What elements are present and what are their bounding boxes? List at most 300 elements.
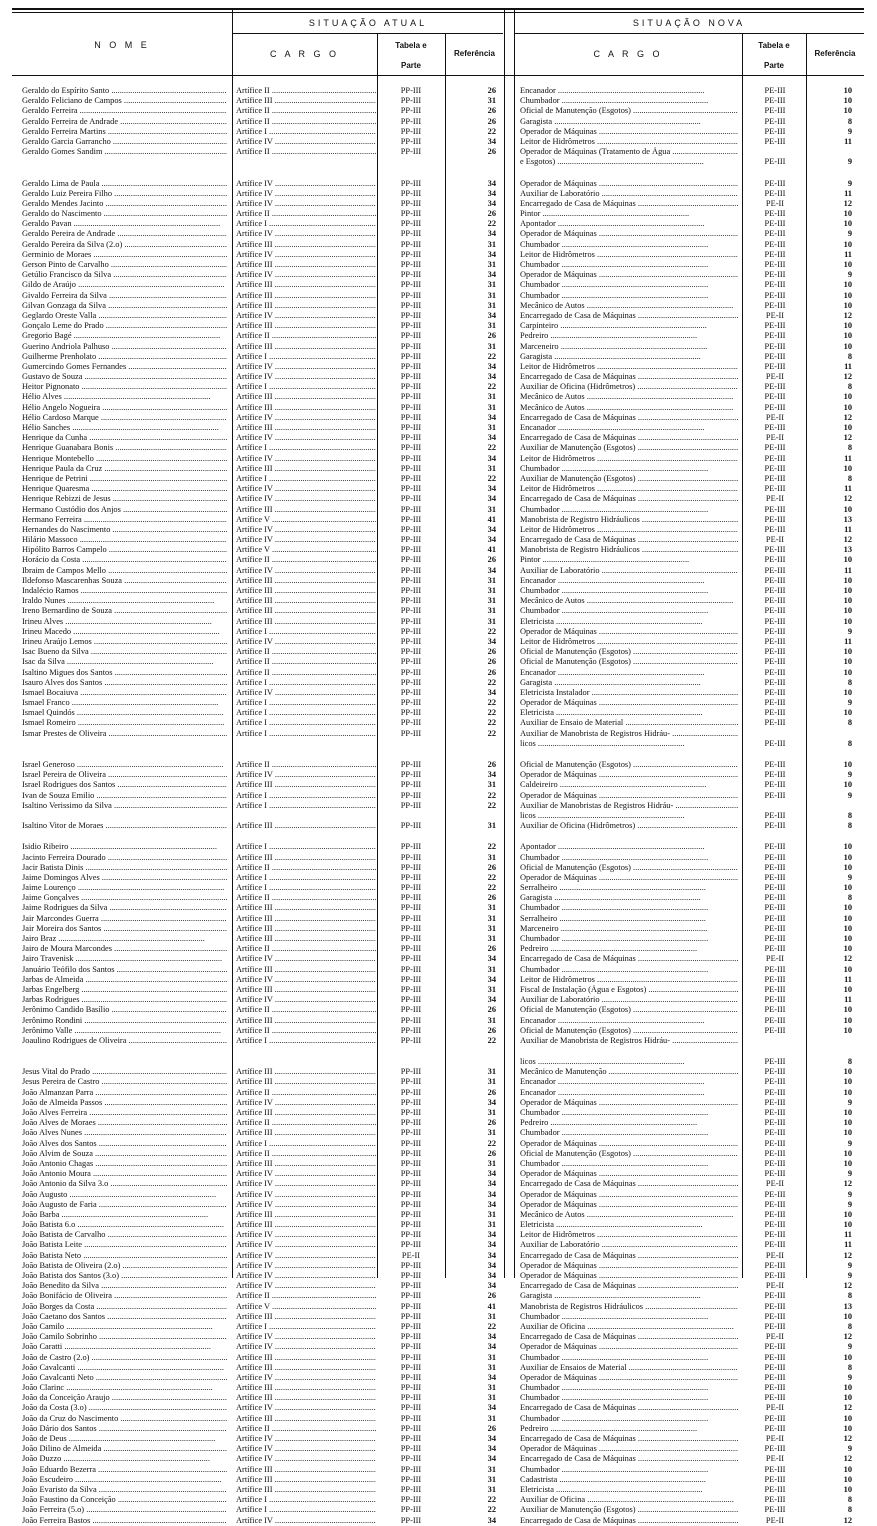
cell-cargo-atual: Artífice IV ..... bbox=[236, 637, 376, 647]
cell-cargo-nova: Encarregado de Casa de Máquinas ..... bbox=[520, 1516, 738, 1526]
cell-referencia-nova: 10 bbox=[843, 1077, 852, 1087]
cell-cargo-atual: Artífice IV ..... bbox=[236, 1251, 376, 1261]
cell-tabela-nova: PE-II bbox=[765, 1250, 785, 1260]
cell-referencia-nova: 10 bbox=[843, 913, 852, 923]
table-row bbox=[0, 106, 877, 116]
cell-referencia-nova: 10 bbox=[843, 780, 852, 790]
cell-cargo-nova: Chumbador ..... bbox=[520, 1353, 738, 1363]
table-row bbox=[0, 1434, 877, 1444]
cell-tabela-atual: PP-III bbox=[400, 321, 422, 331]
cell-referencia-atual: 26 bbox=[487, 1118, 496, 1128]
cell-referencia-atual: 34 bbox=[487, 270, 496, 280]
cell-referencia-nova: 10 bbox=[843, 1464, 852, 1474]
cell-tabela-atual: PP-III bbox=[400, 1179, 422, 1189]
cell-nome: Hélio Angelo Nogueira ..... bbox=[22, 403, 227, 413]
cell-cargo-atual: Artífice IV ..... bbox=[236, 199, 376, 209]
cell-cargo-atual: Artífice III ..... bbox=[236, 321, 376, 331]
cell-cargo-nova: Encarregado de Casa de Máquinas ..... bbox=[520, 1403, 738, 1413]
cell-referencia-nova: 10 bbox=[843, 1220, 852, 1230]
cell-referencia-nova: 11 bbox=[844, 524, 852, 534]
cell-tabela-atual: PP-III bbox=[400, 484, 422, 494]
cell-referencia-atual: 22 bbox=[487, 1035, 496, 1045]
cell-cargo-nova: Garagista ..... bbox=[520, 893, 738, 903]
cell-cargo-nova: Eletricista ..... bbox=[520, 617, 738, 627]
cell-nome: Jairo de Moura Marcondes ..... bbox=[22, 944, 227, 954]
cell-referencia-nova: 8 bbox=[847, 1505, 852, 1515]
cell-nome: Geraldo Lima de Paula ..... bbox=[22, 179, 227, 189]
cell-referencia-nova: 9 bbox=[847, 126, 852, 136]
cell-cargo-nova: Auxiliar de Ensaio de Material ..... bbox=[520, 718, 738, 728]
cell-nome: Gonçalo Leme do Prado ..... bbox=[22, 321, 227, 331]
cell-referencia-atual: 34 bbox=[487, 524, 496, 534]
cell-cargo-atual: Artífice III ..... bbox=[236, 1414, 376, 1424]
cell-referencia-atual: 34 bbox=[487, 361, 496, 371]
header-tabela-nova-line1: Tabela e bbox=[758, 41, 790, 50]
cell-referencia-nova: 10 bbox=[843, 86, 852, 95]
cell-cargo-atual: Artífice III ..... bbox=[236, 301, 376, 311]
table-row bbox=[0, 903, 877, 913]
cell-cargo-atual: Artífice IV ..... bbox=[236, 1281, 376, 1291]
cell-tabela-atual: PP-III bbox=[400, 923, 422, 933]
cell-cargo-nova: Leitor de Hidrômetros ..... bbox=[520, 137, 738, 147]
cell-tabela-atual: PP-III bbox=[400, 535, 422, 545]
cell-tabela-atual: PP-III bbox=[400, 1240, 422, 1250]
table-row bbox=[0, 944, 877, 954]
cell-cargo-atual: Artífice IV ..... bbox=[236, 362, 376, 372]
cell-nome: Israel Rodrigues dos Santos ..... bbox=[22, 780, 227, 790]
cell-nome: João Benedito da Silva ..... bbox=[22, 1281, 227, 1291]
table-row bbox=[0, 954, 877, 964]
cell-referencia-nova: 10 bbox=[843, 1005, 852, 1015]
cell-tabela-nova: PE-III bbox=[764, 524, 786, 534]
cell-tabela-atual: PP-III bbox=[400, 687, 422, 697]
cell-referencia-atual: 31 bbox=[487, 1128, 496, 1138]
cell-tabela-atual: PP-III bbox=[400, 86, 422, 95]
table-row bbox=[0, 311, 877, 321]
cell-referencia-nova: 10 bbox=[843, 1352, 852, 1362]
cell-tabela-atual: PP-III bbox=[400, 770, 422, 780]
cell-tabela-nova: PE-III bbox=[764, 1505, 786, 1515]
cell-cargo-atual: Artífice II ..... bbox=[236, 1118, 376, 1128]
table-row bbox=[0, 1159, 877, 1169]
cell-tabela-nova: PE-III bbox=[764, 1342, 786, 1352]
cell-cargo-atual: Artífice III ..... bbox=[236, 853, 376, 863]
cell-cargo-nova: Oficial de Manutenção (Esgotos) ..... bbox=[520, 1149, 738, 1159]
cell-nome: João Batista Leite ..... bbox=[22, 1240, 227, 1250]
cell-referencia-nova: 10 bbox=[843, 984, 852, 994]
cell-cargo-atual: Artífice IV ..... bbox=[236, 1230, 376, 1240]
cell-nome: Indalécio Ramos ..... bbox=[22, 586, 227, 596]
cell-tabela-atual: PP-III bbox=[400, 1434, 422, 1443]
cell-cargo-atual: Artífice IV ..... bbox=[236, 311, 376, 321]
cell-tabela-nova: PE-III bbox=[764, 1220, 786, 1230]
cell-referencia-nova: 10 bbox=[843, 1108, 852, 1117]
cell-cargo-atual: Artífice IV ..... bbox=[236, 975, 376, 985]
cell-tabela-nova: PE-II bbox=[765, 1403, 785, 1413]
cell-tabela-nova: PE-II bbox=[765, 1434, 785, 1443]
cell-tabela-nova: PE-II bbox=[765, 372, 785, 382]
cell-nome: Henrique Quaresma ..... bbox=[22, 484, 227, 494]
cell-cargo-nova: Encanador ..... bbox=[520, 423, 738, 433]
cell-tabela-atual: PP-III bbox=[400, 392, 422, 402]
cell-cargo-nova: Encarregado de Casa de Máquinas ..... bbox=[520, 433, 738, 443]
cell-referencia-nova: 12 bbox=[843, 954, 852, 964]
cell-cargo-nova: Garagista ..... bbox=[520, 1291, 738, 1301]
cell-cargo-atual: Artífice III ..... bbox=[236, 596, 376, 606]
cell-cargo-nova: Encarregado de Casa de Máquinas ..... bbox=[520, 494, 738, 504]
cell-tabela-atual: PP-III bbox=[400, 596, 422, 606]
cell-cargo-nova: Manobrista de Registro Hidráulicos ..... bbox=[520, 515, 738, 525]
table-row bbox=[0, 505, 877, 515]
cell-referencia-nova: 11 bbox=[844, 995, 852, 1005]
cell-tabela-atual: PP-III bbox=[400, 555, 422, 565]
cell-tabela-atual: PP-III bbox=[400, 1108, 422, 1117]
cell-cargo-atual: Artífice III ..... bbox=[236, 924, 376, 934]
table-row bbox=[0, 199, 877, 209]
table-row bbox=[0, 555, 877, 565]
cell-tabela-nova: PE-III bbox=[764, 708, 786, 718]
cell-referencia-nova: 10 bbox=[843, 862, 852, 872]
cell-referencia-nova: 10 bbox=[843, 402, 852, 412]
cell-referencia-atual: 41 bbox=[487, 514, 496, 524]
cell-cargo-atual: Artífice IV ..... bbox=[236, 1434, 376, 1444]
cell-referencia-nova: 11 bbox=[844, 636, 852, 646]
table-row bbox=[0, 1190, 877, 1200]
cell-cargo-nova: Operador de Máquinas ..... bbox=[520, 1342, 738, 1352]
cell-referencia-nova: 9 bbox=[847, 872, 852, 882]
cell-nome: Ivan de Souza Emilio ..... bbox=[22, 791, 227, 801]
cell-tabela-nova: PE-III bbox=[764, 1158, 786, 1168]
cell-referencia-atual: 34 bbox=[487, 1434, 496, 1443]
cell-tabela-atual: PP-III bbox=[400, 1454, 422, 1464]
cell-tabela-atual: PP-III bbox=[400, 178, 422, 188]
cell-cargo-nova: Operador de Máquinas ..... bbox=[520, 1139, 738, 1149]
cell-cargo-nova: Fiscal de Instalação (Água e Esgotos) ..... bbox=[520, 985, 738, 995]
cell-cargo-nova: Operador de Máquinas ..... bbox=[520, 1190, 738, 1200]
table-row bbox=[0, 873, 877, 883]
cell-referencia-atual: 31 bbox=[487, 1067, 496, 1077]
cell-cargo-nova: Encanador ..... bbox=[520, 1016, 738, 1026]
cell-referencia-nova: 9 bbox=[847, 1372, 852, 1382]
cell-tabela-atual: PP-III bbox=[400, 1321, 422, 1331]
subheader-rule-left bbox=[232, 33, 503, 34]
cell-referencia-atual: 34 bbox=[487, 1199, 496, 1209]
cell-cargo-nova: Oficial de Manutenção (Esgotos) ..... bbox=[520, 863, 738, 873]
cell-tabela-nova: PE-III bbox=[764, 760, 786, 769]
cell-tabela-atual: PE-II bbox=[401, 1250, 421, 1260]
cell-tabela-atual: PP-III bbox=[400, 698, 422, 708]
table-row bbox=[0, 1200, 877, 1210]
cell-tabela-atual: PP-III bbox=[400, 1067, 422, 1077]
cell-cargo-atual: Artífice IV ..... bbox=[236, 1454, 376, 1464]
cell-tabela-atual: PP-III bbox=[400, 96, 422, 106]
cell-referencia-nova: 13 bbox=[843, 1301, 852, 1311]
cell-tabela-atual: PP-III bbox=[400, 126, 422, 136]
cell-cargo-atual: Artífice I ..... bbox=[236, 708, 376, 718]
cell-nome: João Bonifácio de Oliveira ..... bbox=[22, 1291, 227, 1301]
cell-referencia-nova: 11 bbox=[844, 249, 852, 259]
cell-referencia-atual: 34 bbox=[487, 1169, 496, 1179]
cell-tabela-atual: PP-III bbox=[400, 1035, 422, 1045]
table-row bbox=[0, 566, 877, 576]
cell-nome: Jaime Domingos Alves ..... bbox=[22, 873, 227, 883]
cell-referencia-atual: 22 bbox=[487, 842, 496, 852]
cell-referencia-nova: 13 bbox=[843, 514, 852, 524]
cell-nome: João Caratti ..... bbox=[22, 1342, 227, 1352]
cell-referencia-nova: 8 bbox=[847, 677, 852, 687]
cell-cargo-nova: Auxiliar de Manutenção (Esgotos) ..... bbox=[520, 474, 738, 484]
cell-referencia-atual: 31 bbox=[487, 504, 496, 514]
cell-tabela-atual: PP-III bbox=[400, 760, 422, 769]
cell-cargo-nova: Chumbador ..... bbox=[520, 1128, 738, 1138]
cell-referencia-nova: 12 bbox=[843, 433, 852, 443]
cell-tabela-nova: PE-III bbox=[764, 1444, 786, 1454]
cell-referencia-atual: 34 bbox=[487, 198, 496, 208]
cell-tabela-nova: PE-III bbox=[764, 361, 786, 371]
cell-referencia-nova: 10 bbox=[843, 708, 852, 718]
cell-cargo-atual: Artífice II ..... bbox=[236, 1005, 376, 1015]
cell-cargo-nova: Marceneiro ..... bbox=[520, 342, 738, 352]
cell-referencia-nova: 12 bbox=[843, 1515, 852, 1525]
cell-referencia-atual: 31 bbox=[487, 392, 496, 402]
cell-nome: Isaltino Verissimo da Silva ..... bbox=[22, 801, 227, 811]
cell-referencia-nova: 10 bbox=[843, 463, 852, 473]
cell-tabela-atual: PP-III bbox=[400, 300, 422, 310]
table-row bbox=[0, 1169, 877, 1179]
table-row bbox=[0, 1005, 877, 1015]
table-row bbox=[0, 280, 877, 290]
cell-tabela-atual: PP-III bbox=[400, 780, 422, 790]
cell-nome: Heitor Pignonato ..... bbox=[22, 382, 227, 392]
cell-referencia-nova: 10 bbox=[843, 280, 852, 290]
cell-referencia-atual: 34 bbox=[487, 565, 496, 575]
cell-cargo-nova: Encarregado de Casa de Máquinas ..... bbox=[520, 413, 738, 423]
cell-referencia-nova: 8 bbox=[847, 821, 852, 831]
cell-tabela-nova: PE-II bbox=[765, 1454, 785, 1464]
cell-referencia-nova: 10 bbox=[843, 934, 852, 943]
cell-nome: Henrique Rebizzi de Jesus ..... bbox=[22, 494, 227, 504]
cell-referencia-nova: 11 bbox=[844, 974, 852, 984]
cell-referencia-atual: 34 bbox=[487, 1444, 496, 1454]
cell-referencia-nova: 10 bbox=[843, 239, 852, 249]
cell-tabela-atual: PP-III bbox=[400, 790, 422, 800]
cell-cargo-nova: Auxiliar de Laboratório ..... bbox=[520, 995, 738, 1005]
cell-cargo-atual: Artífice II ..... bbox=[236, 657, 376, 667]
cell-tabela-atual: PP-III bbox=[400, 1138, 422, 1148]
table-row bbox=[0, 1485, 877, 1495]
cell-cargo-atual: Artífice III ..... bbox=[236, 1128, 376, 1138]
cell-cargo-nova: Oficial de Manutenção (Esgotos) ..... bbox=[520, 1026, 738, 1036]
table-row bbox=[0, 219, 877, 229]
cell-referencia-atual: 31 bbox=[487, 575, 496, 585]
cell-nome: Hélio Cardoso Marque ..... bbox=[22, 413, 227, 423]
cell-tabela-nova: PE-III bbox=[764, 1240, 786, 1250]
cell-tabela-nova: PE-III bbox=[764, 514, 786, 524]
cell-cargo-atual: Artífice V ..... bbox=[236, 515, 376, 525]
table-row bbox=[0, 1302, 877, 1312]
cell-tabela-atual: PP-III bbox=[400, 382, 422, 392]
cell-tabela-nova: PE-III bbox=[764, 1311, 786, 1321]
cell-cargo-nova: Chumbador ..... bbox=[520, 1312, 738, 1322]
cell-cargo-nova: Chumbador ..... bbox=[520, 903, 738, 913]
cell-referencia-atual: 31 bbox=[487, 780, 496, 790]
cell-nome: João da Conceição Araujo ..... bbox=[22, 1393, 227, 1403]
cell-referencia-atual: 31 bbox=[487, 984, 496, 994]
cell-tabela-atual: PP-III bbox=[400, 954, 422, 964]
cell-tabela-atual: PP-III bbox=[400, 1271, 422, 1280]
cell-cargo-atual: Artífice II ..... bbox=[236, 944, 376, 954]
cell-nome: João Duzzo ..... bbox=[22, 1454, 227, 1464]
cell-tabela-nova: PE-II bbox=[765, 412, 785, 422]
cell-nome: Geraldo Feliciano de Campos ..... bbox=[22, 96, 227, 106]
table-row bbox=[0, 1179, 877, 1189]
top-double-rule bbox=[12, 8, 864, 10]
cell-tabela-nova: PE-III bbox=[764, 606, 786, 616]
cell-nome: Jesus Pereira de Castro ..... bbox=[22, 1077, 227, 1087]
cell-nome: João Augusto ..... bbox=[22, 1190, 227, 1200]
cell-referencia-atual: 22 bbox=[487, 883, 496, 893]
cell-tabela-atual: PP-III bbox=[400, 453, 422, 463]
cell-referencia-atual: 31 bbox=[487, 300, 496, 310]
cell-tabela-atual: PP-III bbox=[400, 351, 422, 361]
cell-referencia-nova: 12 bbox=[843, 1179, 852, 1189]
cell-tabela-nova: PE-III bbox=[764, 219, 786, 229]
cell-tabela-atual: PP-III bbox=[400, 1495, 422, 1505]
cell-cargo-nova: Leitor de Hidrômetros ..... bbox=[520, 362, 738, 372]
cell-cargo-nova: Operador de Máquinas ..... bbox=[520, 1200, 738, 1210]
cell-cargo-nova: Operador de Máquinas ..... bbox=[520, 770, 738, 780]
cell-referencia-atual: 34 bbox=[487, 1189, 496, 1199]
table-row bbox=[0, 535, 877, 545]
table-row bbox=[0, 1393, 877, 1403]
cell-tabela-atual: PP-III bbox=[400, 1097, 422, 1107]
cell-tabela-atual: PP-III bbox=[400, 984, 422, 994]
cell-cargo-atual: Artífice II ..... bbox=[236, 555, 376, 565]
cell-referencia-atual: 26 bbox=[487, 657, 496, 667]
cell-referencia-atual: 31 bbox=[487, 1311, 496, 1321]
cell-tabela-nova: PE-III bbox=[764, 443, 786, 453]
cell-nome: Ireno Bernardino de Souza ..... bbox=[22, 606, 227, 616]
table-row bbox=[0, 413, 877, 423]
cell-cargo-atual: Artífice I ..... bbox=[236, 1036, 376, 1046]
cell-referencia-nova: 9 bbox=[847, 229, 852, 239]
cell-nome: João Alves Ferreira ..... bbox=[22, 1108, 227, 1118]
cell-tabela-atual: PP-III bbox=[400, 1118, 422, 1128]
subheader-rule-right bbox=[514, 33, 864, 34]
cell-tabela-nova: PE-III bbox=[764, 106, 786, 116]
cell-tabela-atual: PP-III bbox=[400, 1311, 422, 1321]
cell-nome: Hermano Custódio dos Anjos ..... bbox=[22, 505, 227, 515]
header-referencia-atual: Referência bbox=[454, 49, 495, 58]
cell-cargo-atual: Artífice IV ..... bbox=[236, 1332, 376, 1342]
cell-tabela-atual: PP-III bbox=[400, 463, 422, 473]
cell-referencia-nova: 9 bbox=[847, 626, 852, 636]
cell-tabela-nova: PE-III bbox=[764, 913, 786, 923]
header-situacao-nova: SITUAÇÃO NOVA bbox=[632, 18, 746, 28]
cell-tabela-nova: PE-II bbox=[765, 1332, 785, 1342]
cell-tabela-nova: PE-III bbox=[764, 555, 786, 565]
cell-nome: Geraldo do Espírito Santo ..... bbox=[22, 86, 227, 96]
cell-tabela-atual: PP-III bbox=[400, 1515, 422, 1525]
cell-referencia-nova: 10 bbox=[843, 586, 852, 595]
cell-referencia-nova: 10 bbox=[843, 1393, 852, 1403]
header-cargo-nova: C A R G O bbox=[593, 49, 663, 59]
cell-cargo-atual: Artífice IV ..... bbox=[236, 688, 376, 698]
cell-tabela-nova: PE-III bbox=[764, 657, 786, 667]
cell-tabela-nova: PE-III bbox=[764, 1118, 786, 1128]
cell-tabela-nova: PE-III bbox=[764, 1352, 786, 1362]
cell-cargo-atual: Artífice I ..... bbox=[236, 1495, 376, 1505]
cell-cargo-atual: Artífice IV ..... bbox=[236, 484, 376, 494]
table-row bbox=[0, 1342, 877, 1352]
cell-tabela-nova: PE-III bbox=[764, 1169, 786, 1179]
cell-referencia-nova: 10 bbox=[843, 1413, 852, 1423]
table-row bbox=[0, 260, 877, 270]
cell-tabela-atual: PP-III bbox=[400, 903, 422, 913]
cell-cargo-atual: Artífice IV ..... bbox=[236, 1516, 376, 1526]
cell-cargo-atual: Artífice II ..... bbox=[236, 1026, 376, 1036]
cell-cargo-nova: Mecânico de Autos ..... bbox=[520, 596, 738, 606]
cell-cargo-atual: Artífice III ..... bbox=[236, 403, 376, 413]
cell-tabela-nova: PE-III bbox=[764, 402, 786, 412]
cell-referencia-nova: 10 bbox=[843, 1474, 852, 1484]
cell-referencia-nova: 12 bbox=[843, 1403, 852, 1413]
cell-referencia-nova: 9 bbox=[847, 1138, 852, 1148]
cell-nome: Jair Moreira dos Santos ..... bbox=[22, 924, 227, 934]
cell-nome: Hélio Alves ..... bbox=[22, 392, 227, 402]
cell-cargo-nova: Auxiliar de Laboratório ..... bbox=[520, 1240, 738, 1250]
cell-tabela-nova: PE-III bbox=[764, 1128, 786, 1138]
cell-cargo-nova: Operador de Máquinas ..... bbox=[520, 698, 738, 708]
cell-referencia-nova: 9 bbox=[847, 790, 852, 800]
cell-tabela-atual: PP-III bbox=[400, 372, 422, 382]
table-row bbox=[0, 780, 877, 790]
cell-nome: Jairo Braz ..... bbox=[22, 934, 227, 944]
cell-referencia-nova: 10 bbox=[843, 944, 852, 954]
cell-referencia-nova: 10 bbox=[843, 1209, 852, 1219]
cell-cargo-atual: Artífice III ..... bbox=[236, 260, 376, 270]
table-row bbox=[0, 791, 877, 801]
cell-referencia-atual: 34 bbox=[487, 1097, 496, 1107]
cell-cargo-nova: Encanador ..... bbox=[520, 576, 738, 586]
cell-tabela-nova: PE-III bbox=[764, 575, 786, 585]
cell-tabela-nova: PE-III bbox=[764, 687, 786, 697]
cell-referencia-atual: 34 bbox=[487, 433, 496, 443]
cell-referencia-atual: 26 bbox=[487, 106, 496, 116]
cell-referencia-nova: 11 bbox=[844, 136, 852, 146]
cell-cargo-atual: Artífice III ..... bbox=[236, 1363, 376, 1373]
cell-cargo-atual: Artífice IV ..... bbox=[236, 770, 376, 780]
cell-cargo-atual: Artífice III ..... bbox=[236, 1159, 376, 1169]
cell-cargo-atual: Artífice III ..... bbox=[236, 606, 376, 616]
cell-referencia-nova: 12 bbox=[843, 1281, 852, 1291]
cell-referencia-atual: 22 bbox=[487, 800, 496, 810]
table-row bbox=[0, 883, 877, 893]
cell-nome: Geraldo Pereira da Silva (2.o) ..... bbox=[22, 240, 227, 250]
cell-tabela-nova: PE-III bbox=[764, 392, 786, 402]
cell-cargo-atual: Artífice I ..... bbox=[236, 842, 376, 852]
cell-cargo-nova: Encarregado de Casa de Máquinas ..... bbox=[520, 199, 738, 209]
table-row bbox=[0, 474, 877, 484]
cell-tabela-atual: PP-III bbox=[400, 1505, 422, 1515]
cell-cargo-nova: Operador de Máquinas ..... bbox=[520, 127, 738, 137]
cell-referencia-nova: 10 bbox=[843, 842, 852, 852]
cell-tabela-atual: PP-III bbox=[400, 1464, 422, 1474]
cell-cargo-nova: Encarregado de Casa de Máquinas ..... bbox=[520, 1179, 738, 1189]
cell-tabela-nova: PE-III bbox=[764, 923, 786, 933]
cell-cargo-nova: Chumbador ..... bbox=[520, 586, 738, 596]
cell-referencia-nova: 8 bbox=[847, 1291, 852, 1301]
